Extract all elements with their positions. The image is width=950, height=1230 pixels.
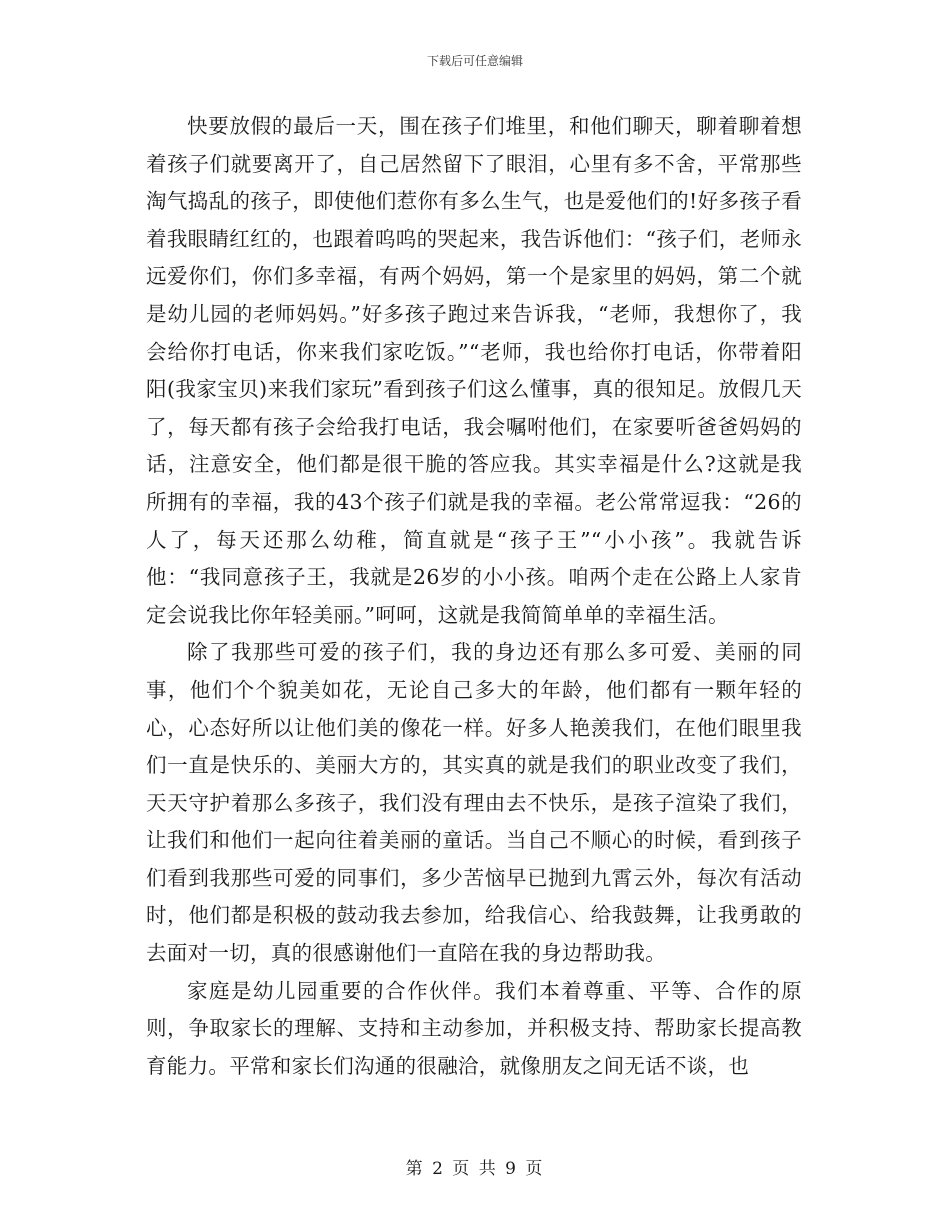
document-body (146, 108, 802, 1085)
paragraph-1: 快要放假的最后一天，围在孩子们堆里，和他们聊天，聊着聊着想着孩子们就要离开了，自己居然留下了眼泪，心里有多不舍，平常那些淘气捣乱的孩子，即使他们惹你有多么生气，也是爱他们的!好多孩子看着我眼睛红红的，也跟着呜呜的哭起来，我告诉他们：“孩子们，老师永远爱你们，你们多幸福，有两个妈妈，第一个是家里的妈妈，第二个就是幼儿园的老师妈妈。”好多孩子跑过来告诉我，“老师，我想你了，我会给你打电话，你来我们家吃饭。”“老师，我也给你打电话，你带着阳阳(我家宝贝)来我们家玩”看到孩子们这么懂事，真的很知足。放假几天了，每天都有孩子会给我打电话，我会嘱咐他们，在家要听爸爸妈妈的话，注意安全，他们都是很干脆的答应我。其实幸福是什么?这就是我所拥有的幸福，我的43个孩子们就是我的幸福。老公常常逗我：“26的人了，每天还那么幼稚，简直就是“孩子王”“小小孩”。我就告诉他：“我同意孩子王，我就是26岁的小小孩。咱两个走在公路上人家肯定会说我比你年轻美丽。”呵呵，这就是我简简单单的幸福生活。 (146, 114, 802, 627)
page-number-footer: 第 2 页 共 9 页 (405, 1159, 545, 1179)
paragraph-3: 家庭是幼儿园重要的合作伙伴。我们本着尊重、平等、合作的原则，争取家长的理解、支持和主动参加，并积极支持、帮助家长提高教育能力。平常和家长们沟通的很融洽，就像朋友之间无话不谈，也 (146, 978, 802, 1078)
paragraph-2: 除了我那些可爱的孩子们，我的身边还有那么多可爱、美丽的同事，他们个个貌美如花，无论自己多大的年龄，他们都有一颗年轻的心，心态好所以让他们美的像花一样。好多人艳羡我们，在他们眼里我们一直是快乐的、美丽大方的，其实真的就是我们的职业改变了我们，天天守护着那么多孩子，我们没有理由去不快乐，是孩子渲染了我们，让我们和他们一起向往着美丽的童话。当自己不顺心的时候，看到孩子们看到我那些可爱的同事们，多少苦恼早已抛到九霄云外，每次有活动时，他们都是积极的鼓动我去参加，给我信心、给我鼓舞，让我勇敢的去面对一切，真的很感谢他们一直陪在我的身边帮助我。 (146, 640, 802, 966)
page-header: 下载后可任意编辑 (426, 54, 523, 68)
